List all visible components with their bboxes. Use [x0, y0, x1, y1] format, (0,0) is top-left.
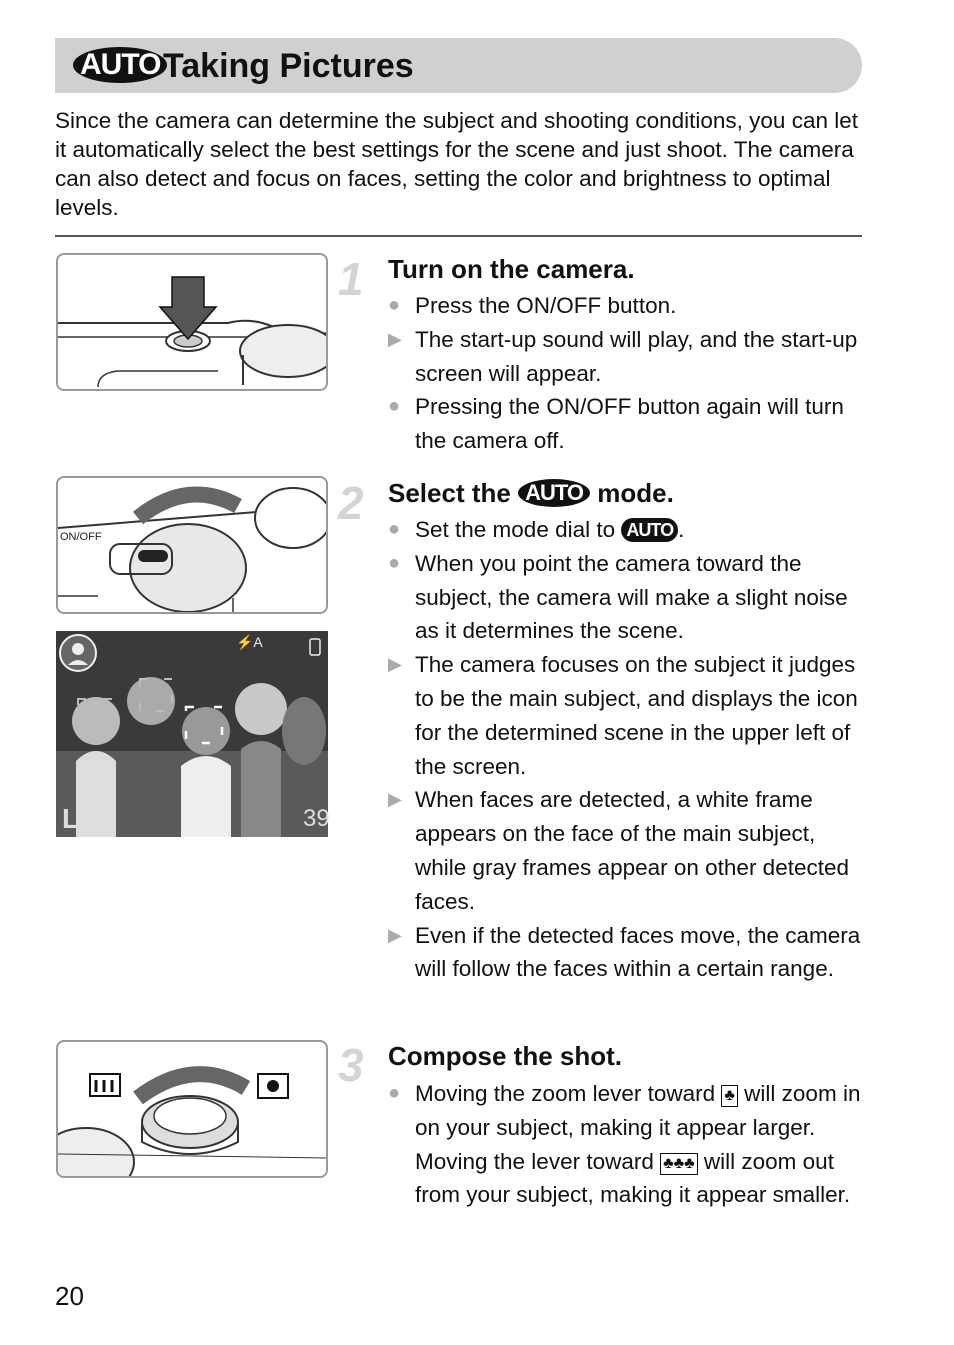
list-item: ● When you point the camera toward the subject, the camera will make a slight noise as it determines the scene.	[388, 547, 863, 648]
wide-angle-icon: ♣♣♣	[660, 1153, 698, 1175]
list-item: ● Press the ON/OFF button.	[388, 289, 863, 323]
bullet-circle-icon: ●	[388, 294, 401, 316]
mode-dial-illustration	[56, 476, 328, 614]
bullet-triangle-icon: ▶	[388, 328, 402, 349]
list-item: ● Set the mode dial to AUTO .	[388, 513, 863, 547]
bullet-circle-icon: ●	[388, 1082, 401, 1104]
step-heading: Compose the shot.	[388, 1041, 623, 1071]
shots-remaining: 39	[303, 805, 330, 832]
bullet-circle-icon: ●	[388, 395, 401, 418]
auto-mode-icon: AUTO	[621, 518, 678, 542]
list-item: ▶ When faces are detected, a white frame appears on the face of the main subject, while gray frames appear on other detected faces.	[388, 783, 863, 918]
zoom-lever-illustration	[56, 1040, 328, 1178]
bullet-triangle-icon: ▶	[388, 654, 402, 675]
auto-mode-icon: AUTO	[73, 47, 167, 83]
step-2-list	[388, 513, 863, 986]
bullet-triangle-icon: ▶	[388, 789, 402, 810]
step-heading: Turn on the camera.	[388, 254, 635, 284]
title-bar	[55, 38, 862, 93]
bullet-circle-icon: ●	[388, 551, 401, 574]
list-item: ▶ Even if the detected faces move, the camera will follow the faces within a certain range.	[388, 919, 863, 987]
step-number: 2	[338, 477, 364, 529]
power-button-illustration	[56, 253, 328, 391]
step-heading: Select the AUTO mode.	[388, 478, 674, 508]
flash-auto-icon: ⚡A	[236, 634, 263, 650]
list-item: ▶ The start-up sound will play, and the start-up screen will appear.	[388, 323, 863, 391]
page-number: 20	[55, 1281, 84, 1311]
bullet-circle-icon: ●	[388, 518, 401, 540]
divider	[55, 235, 862, 237]
telephoto-icon: ♣	[721, 1085, 738, 1107]
lcd-screen-illustration	[56, 631, 328, 837]
intro-paragraph: Since the camera can determine the subject and shooting conditions, you can let it automatically select the best settings for the scene and just shoot. The camera can also detect and focus on faces, setting the color and brightness to optimal levels.	[55, 108, 858, 220]
list-item: ▶ The camera focuses on the subject it judges to be the main subject, and displays the icon for the determined scene in the upper left of the screen.	[388, 648, 863, 783]
list-item: ● Moving the zoom lever toward ♣ will zoom in on your subject, making it appear larger. Moving the lever toward ♣♣♣ will zoom out from your subject, making it appear smaller.	[388, 1077, 863, 1212]
bullet-triangle-icon: ▶	[388, 924, 402, 945]
auto-mode-icon: AUTO	[518, 479, 590, 507]
step-1-list	[388, 289, 863, 458]
step-number: 1	[338, 253, 364, 305]
step-3-list	[388, 1077, 863, 1212]
image-size-indicator: L	[62, 803, 80, 834]
list-item: ● Pressing the ON/OFF button again will turn the camera off.	[388, 390, 863, 458]
page-title: Taking Pictures	[163, 47, 414, 85]
step-number: 3	[338, 1039, 364, 1091]
on-off-label: ON/OFF	[60, 531, 102, 543]
